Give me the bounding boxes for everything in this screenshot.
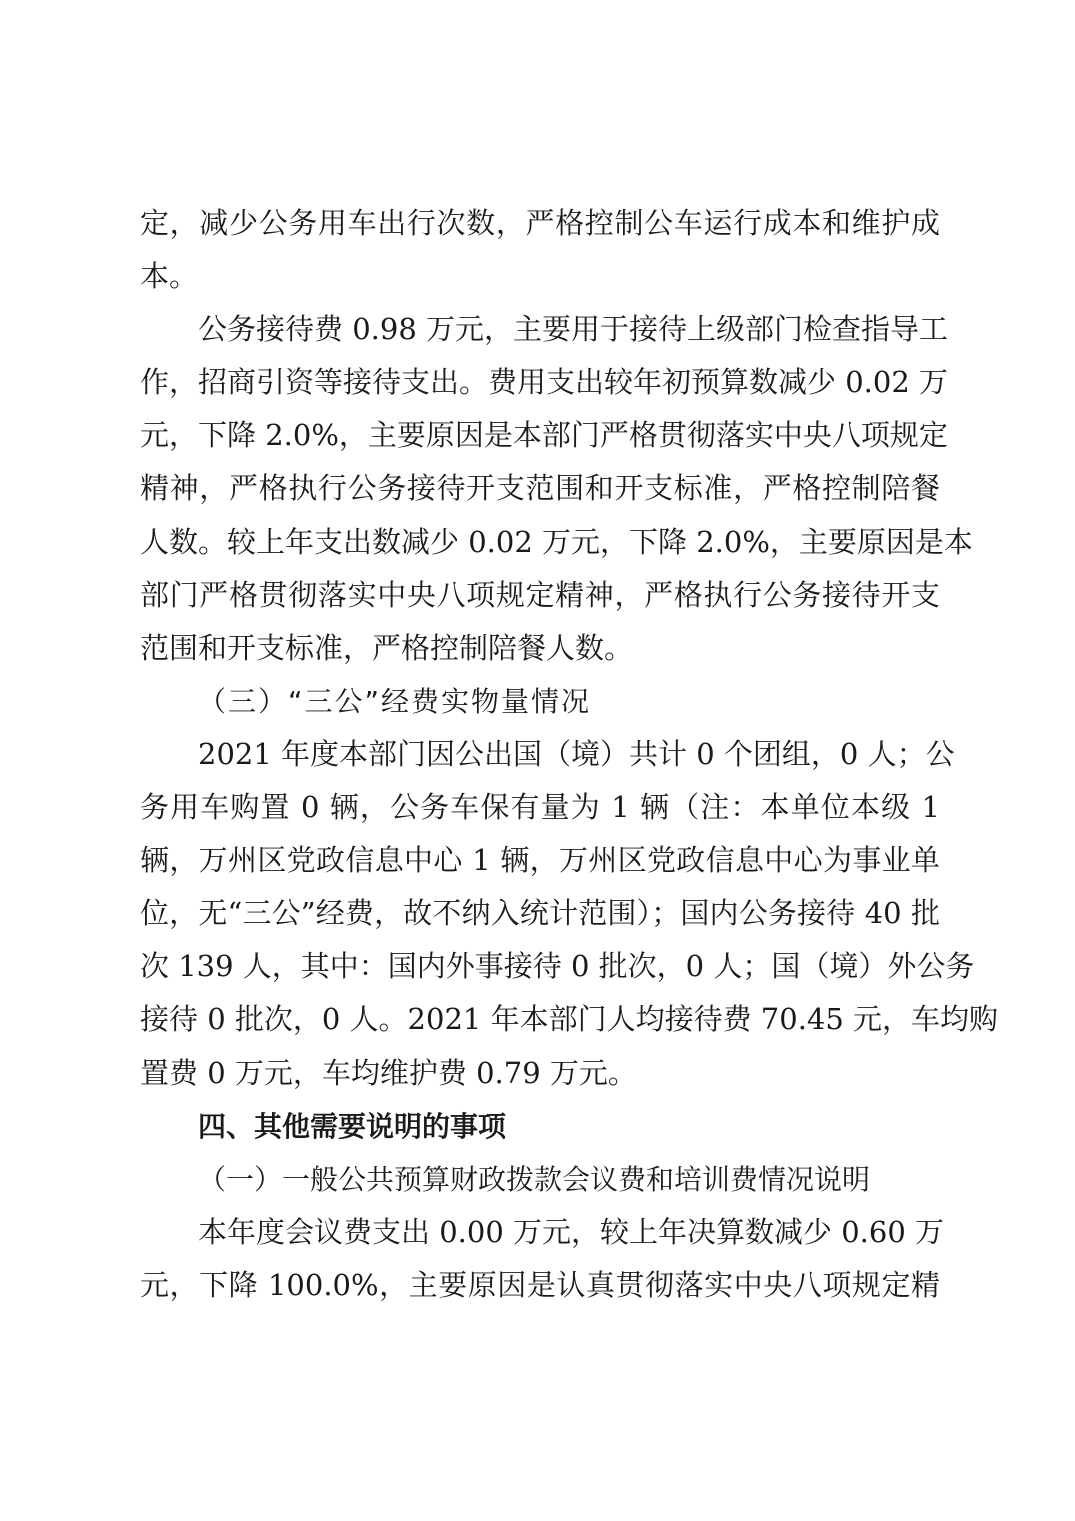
paragraph-line: 置费 0 万元，车均维护费 0.79 万元。	[140, 1055, 637, 1090]
section-heading: 四、其他需要说明的事项	[198, 1109, 507, 1143]
paragraph-line: 部门严格贯彻落实中央八项规定精神，严格执行公务接待开支	[140, 577, 940, 612]
paragraph-line: 接待 0 批次，0 人。2021 年本部门人均接待费 70.45 元，车均购	[140, 1002, 999, 1037]
paragraph-line: 人数。较上年支出数减少 0.02 万元，下降 2.0%，主要原因是本	[140, 524, 973, 559]
paragraph-line: 本。	[140, 259, 199, 294]
paragraph-line: 公务接待费 0.98 万元，主要用于接待上级部门检查指导工	[198, 312, 949, 347]
paragraph-line: 本年度会议费支出 0.00 万元，较上年决算数减少 0.60 万	[198, 1214, 945, 1249]
paragraph-line: 辆，万州区党政信息中心 1 辆，万州区党政信息中心为事业单	[140, 843, 940, 878]
paragraph-line: 2021 年度本部门因公出国（境）共计 0 个团组，0 人；公	[198, 736, 955, 771]
paragraph-line: 元，下降 2.0%，主要原因是本部门严格贯彻落实中央八项规定	[140, 418, 948, 453]
paragraph-line: 范围和开支标准，严格控制陪餐人数。	[140, 630, 634, 665]
paragraph-line: 作，招商引资等接待支出。费用支出较年初预算数减少 0.02 万	[140, 365, 949, 400]
paragraph-line: 元，下降 100.0%，主要原因是认真贯彻落实中央八项规定精	[140, 1267, 940, 1302]
paragraph-line: 位，无“三公”经费，故不纳入统计范围）；国内公务接待 40 批	[140, 896, 940, 931]
paragraph-line: 精神，严格执行公务接待开支范围和开支标准，严格控制陪餐	[140, 471, 940, 506]
document-body	[140, 197, 999, 1312]
subsection-heading: （一）一般公共预算财政拨款会议费和培训费情况说明	[198, 1162, 871, 1196]
paragraph-line: 务用车购置 0 辆，公务车保有量为 1 辆（注：本单位本级 1	[140, 790, 940, 825]
paragraph-line: 定，减少公务用车出行次数，严格控制公车运行成本和维护成	[140, 206, 940, 240]
section-heading: （三）“三公”经费实物量情况	[198, 684, 592, 718]
paragraph-line: 次 139 人，其中：国内外事接待 0 批次，0 人；国（境）外公务	[140, 949, 975, 984]
